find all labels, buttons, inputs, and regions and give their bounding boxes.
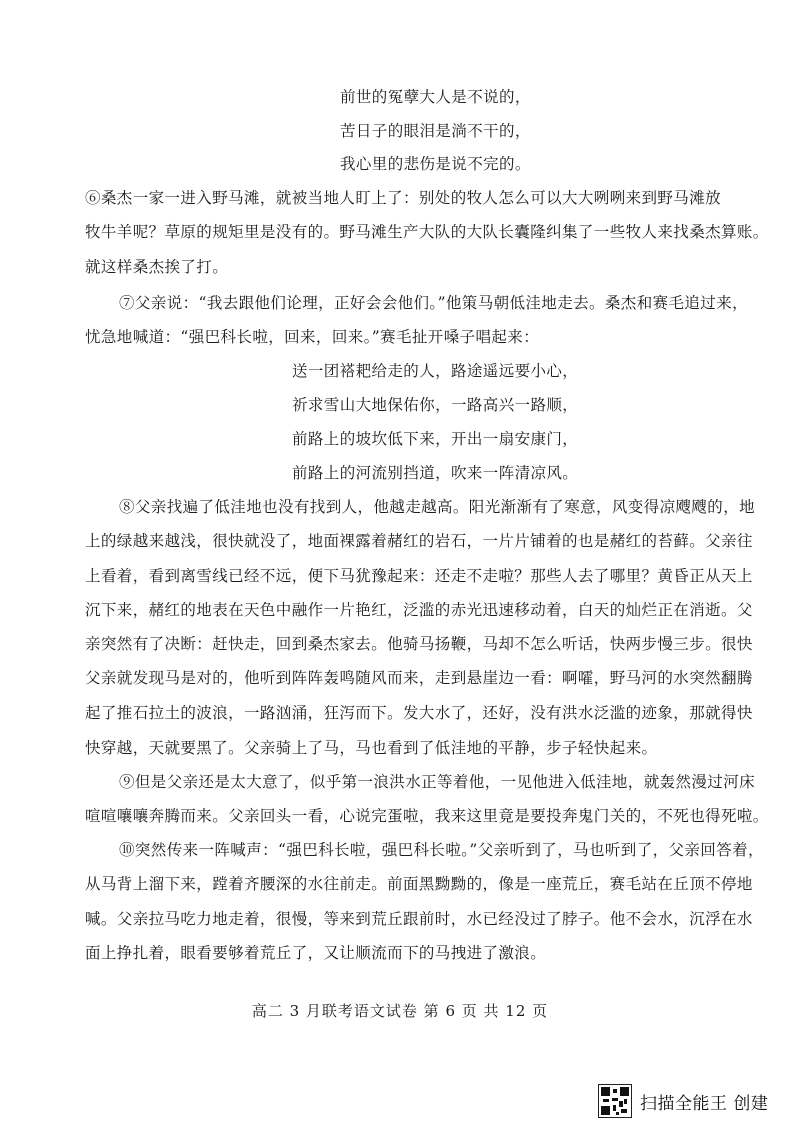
paragraph-10-line: ⑩突然传来一阵喊声：“强巴科长啦，强巴科长啦。”父亲听到了，马也听到了，父亲回答着， — [119, 841, 764, 859]
paragraph-8-line: ⑧父亲找遍了低洼地也没有找到人，他越走越高。阳光渐渐有了寒意，风变得凉飕飕的，地 — [119, 498, 756, 516]
paragraph-10-line: 面上挣扎着，眼看要够着荒丘了，又让顺流而下的马拽进了激浪。 — [85, 944, 547, 962]
paragraph-6-line: 牧牛羊呢？草原的规矩里是没有的。野马滩生产大队的大队长囊隆纠集了一些牧人来找桑杰算账。 — [85, 223, 769, 241]
paragraph-6-line: ⑥桑杰一家一进入野马滩，就被当地人盯上了：别处的牧人怎么可以大大咧咧来到野马滩放 — [85, 189, 722, 207]
song-line: 祈求雪山大地保佑你，一路高兴一路顺， — [292, 396, 579, 414]
paragraph-9-line: ⑨但是父亲还是太大意了，似乎第一浪洪水正等着他，一见他进入低洼地，就轰然漫过河床 — [119, 773, 756, 791]
paragraph-8-line: 沉下来，赭红的地表在天色中融作一片艳红，泛滥的赤光迅速移动着，白天的灿烂正在消逝。父 — [85, 601, 753, 619]
paragraph-9-line: 喧喧嚷嚷奔腾而来。父亲回头一看，心说完蛋啦，我来这里竟是要投奔鬼门关的，不死也得死啦。 — [85, 807, 769, 825]
song-line: 前路上的坡坎低下来，开出一扇安康门， — [292, 430, 579, 448]
qr-code-icon — [598, 1084, 632, 1118]
paragraph-8-line: 父亲就发现马是对的，他听到阵阵轰鸣随风而来，走到悬崖边一看：啊嚯，野马河的水突然翻腾 — [85, 669, 753, 687]
paragraph-6-line: 就这样桑杰挨了打。 — [85, 258, 229, 276]
paragraph-8-line: 上的绿越来越浅，很快就没了，地面裸露着赭红的岩石，一片片铺着的也是赭红的苔藓。父亲往 — [85, 532, 753, 550]
paragraph-10-line: 从马背上溜下来，蹚着齐腰深的水往前走。前面黑黝黝的，像是一座荒丘，赛毛站在丘顶不停地 — [85, 875, 753, 893]
watermark-text: 扫描全能王 创建 — [640, 1093, 769, 1114]
paragraph-8-line: 起了推石拉土的波浪，一路汹涌，狂泻而下。发大水了，还好，没有洪水泛滥的迹象，那就得快 — [85, 704, 753, 722]
song-line: 送一团褡耙给走的人，路途遥远要小心， — [292, 362, 579, 380]
paragraph-7-line: ⑦父亲说：“我去跟他们论理，正好会会他们。”他策马朝低洼地走去。桑杰和赛毛追过来， — [119, 294, 749, 312]
song-line: 前路上的河流别挡道，吹来一阵清凉风。 — [292, 464, 579, 482]
page-footer: 高二 3 月联考语文试卷 第 6 页 共 12 页 — [251, 1002, 549, 1020]
paragraph-10-line: 喊。父亲拉马吃力地走着，很慢，等来到荒丘跟前时，水已经没过了脖子。他不会水，沉浮在水 — [85, 910, 753, 928]
scanner-watermark — [598, 1083, 768, 1119]
paragraph-7-line: 忧急地喊道：“强巴科长啦，回来，回来。”赛毛扯开嗓子唱起来： — [85, 328, 540, 346]
paragraph-8-line: 快穿越，天就要黑了。父亲骑上了马，马也看到了低洼地的平静，步子轻快起来。 — [85, 739, 658, 757]
poem-line: 我心里的悲伤是说不完的。 — [340, 155, 531, 173]
paragraph-8-line: 亲突然有了决断：赶快走，回到桑杰家去。他骑马扬鞭，马却不怎么听话，快两步慢三步。很快 — [85, 635, 753, 653]
poem-line: 前世的冤孽大人是不说的， — [340, 88, 531, 106]
poem-line: 苦日子的眼泪是淌不干的， — [340, 122, 531, 140]
paragraph-8-line: 上看着，看到离雪线已经不远，便下马犹豫起来：还走不走啦？那些人去了哪里？黄昏正从天上 — [85, 567, 753, 585]
